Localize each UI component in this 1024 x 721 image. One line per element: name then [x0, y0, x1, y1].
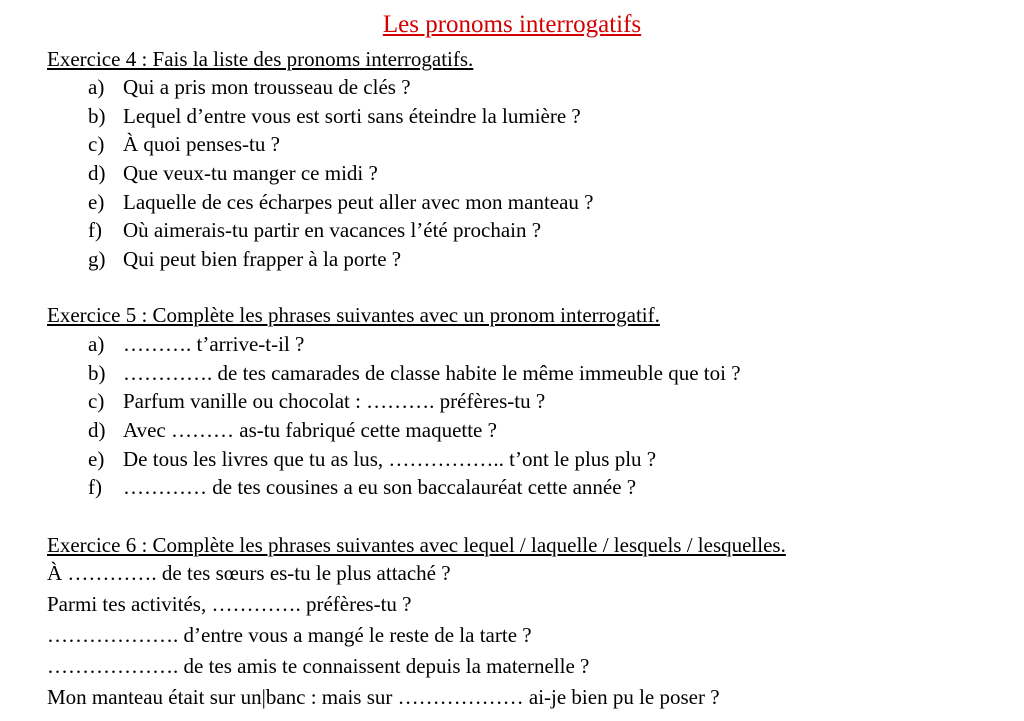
list-item: Parmi tes activités, …………. préfères-tu ? [47, 592, 412, 616]
item-text: Lequel d’entre vous est sorti sans éteindre la lumière ? [123, 103, 581, 128]
item-text: À quoi penses-tu ? [123, 132, 280, 157]
item-letter: c) [88, 389, 105, 414]
exercise-4-heading: Exercice 4 : Fais la liste des pronoms interrogatifs. [47, 47, 474, 71]
item-letter: e) [88, 446, 105, 471]
item-text: Laquelle de ces écharpes peut aller avec mon manteau ? [123, 189, 594, 214]
exercise-6-list [47, 558, 720, 713]
item-letter: g) [88, 247, 106, 272]
list-item: À …………. de tes sœurs es-tu le plus attaché ? [47, 561, 451, 585]
item-letter: f) [88, 475, 102, 500]
item-letter: d) [88, 418, 106, 443]
item-letter: a) [88, 332, 105, 356]
item-text: Où aimerais-tu partir en vacances l’été prochain ? [123, 218, 542, 243]
item-letter: e) [88, 189, 105, 214]
item-text: Qui peut bien frapper à la porte ? [123, 247, 402, 272]
item-letter: f) [88, 218, 102, 243]
list-item: ………………. de tes amis te connaissent depuis la maternelle ? [47, 654, 590, 678]
item-text: Qui a pris mon trousseau de clés ? [123, 75, 411, 99]
item-text: Que veux-tu manger ce midi ? [123, 161, 378, 186]
item-letter: b) [88, 103, 106, 128]
exercise-6-heading: Exercice 6 : Complète les phrases suivantes avec lequel / laquelle / lesquels / lesquelles. [47, 533, 786, 557]
item-text: ………… de tes cousines a eu son baccalauréat cette année ? [123, 475, 637, 500]
item-text: ………. t’arrive-t-il ? [123, 332, 305, 356]
item-text: Parfum vanille ou chocolat : ………. préfères-tu ? [123, 389, 546, 414]
worksheet-title: Les pronoms interrogatifs [382, 11, 642, 38]
item-text: De tous les livres que tu as lus, …………….. t’ont le plus plu ? [123, 446, 657, 471]
item-letter: a) [88, 75, 105, 99]
item-letter: c) [88, 132, 105, 157]
item-text: …………. de tes camarades de classe habite le même immeuble que toi ? [123, 360, 741, 385]
exercise-5-heading: Exercice 5 : Complète les phrases suivantes avec un pronom interrogatif. [47, 303, 660, 327]
list-item: Mon manteau était sur un|banc : mais sur ……………… ai-je bien pu le poser ? [47, 685, 720, 709]
item-letter: b) [88, 360, 106, 385]
item-text: Avec ……… as-tu fabriqué cette maquette ? [123, 418, 497, 443]
list-item: ………………. d’entre vous a mangé le reste de la tarte ? [47, 623, 532, 647]
item-letter: d) [88, 161, 106, 186]
